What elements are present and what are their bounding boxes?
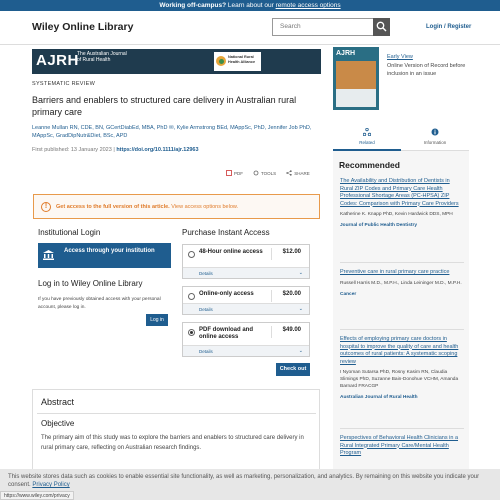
journal-cover[interactable] (333, 47, 379, 110)
journal-name: The Australian Journal of Rural Health (77, 51, 127, 63)
first-published-date: 13 January 2023 (70, 147, 112, 153)
cookie-banner (0, 469, 500, 500)
recommended-journal[interactable]: Journal of Public Health Dentistry (340, 223, 418, 228)
share-icon (286, 170, 292, 176)
doi-link[interactable]: https://doi.org/10.1111/ajr.12963 (116, 147, 199, 153)
access-alert-bold: Get access to the full version of this article. (56, 204, 170, 210)
remote-access-bar (0, 0, 500, 11)
publication-info: First published: 13 January 2023 | https://doi.org/10.1111/ajr.12963 (32, 147, 199, 153)
tools-button[interactable] (253, 170, 276, 176)
alert-icon: ! (41, 202, 51, 212)
site-logo[interactable]: Wiley Online Library (32, 21, 134, 33)
purchase-title: Purchase Instant Access (182, 228, 270, 237)
option-name: Online-only access (199, 291, 254, 297)
option-details[interactable] (183, 345, 309, 356)
chevron-down-icon: ⌄ (298, 270, 303, 276)
recommended-item (340, 269, 464, 297)
info-icon (431, 128, 439, 136)
abstract-title: Abstract (41, 397, 75, 407)
access-alert (33, 194, 320, 219)
option-price: $49.00 (282, 327, 301, 333)
article-tools (226, 170, 310, 176)
journal-abbreviation: AJRH (36, 52, 79, 69)
option-price: $12.00 (282, 249, 301, 255)
recommended-item (340, 336, 464, 400)
option-price: $20.00 (282, 291, 301, 297)
tab-information[interactable] (401, 123, 469, 151)
wol-login-title: Log in to Wiley Online Library (38, 279, 143, 288)
recommended-item (340, 178, 464, 228)
journal-banner[interactable] (32, 49, 321, 74)
share-label: SHARE (294, 170, 310, 176)
partner-logo (214, 52, 261, 71)
related-icon (363, 128, 371, 136)
checkout-button[interactable]: Check out (276, 363, 310, 376)
share-button[interactable] (286, 170, 310, 176)
option-name: PDF download and online access (199, 327, 253, 340)
radio-online[interactable] (188, 293, 195, 300)
recommended-link[interactable]: Perspectives of Behavioral Health Clinicians in a Rural Integrated Primary Care/Mental Health Program (340, 435, 459, 456)
search-button[interactable] (373, 18, 390, 36)
first-published-label: First published: (32, 147, 71, 153)
recommended-link[interactable]: Preventive care in rural primary care practice (340, 269, 450, 275)
search-input[interactable] (272, 18, 390, 36)
sidebar-tabs (333, 123, 469, 151)
search-icon (376, 21, 387, 32)
option-details[interactable] (183, 303, 309, 314)
details-label: Details (199, 349, 213, 354)
radio-pdf[interactable] (188, 329, 195, 336)
radio-48h[interactable] (188, 251, 195, 258)
pdf-label: PDF (234, 170, 243, 176)
recommended-panel (333, 151, 469, 500)
author-list[interactable]: Leanne Mullan RN, CDE, BN, GCertDiabEd, MBA, PhD ✉, Kylie Armstrong BEd, MAppSc, PhD, Jennifer Job PhD, MAppSc, GradDipNutr&Diet, BSc, APD (32, 125, 312, 139)
pdf-button[interactable] (226, 170, 243, 176)
recommended-title: Recommended (339, 160, 400, 170)
view-access-options-link[interactable]: View access options below. (169, 204, 239, 210)
cover-abbreviation: AJRH (336, 50, 356, 57)
access-alert-text (56, 204, 238, 210)
recommended-authors: I Nyoman Sutarsa PhD, Rosny Kasim RN, Claudia Slimings PhD, Suzanne Bain-Donohue VCHM, Amanda Barnard FRACGP (340, 370, 459, 389)
details-label: Details (199, 271, 213, 276)
cookie-text (8, 473, 488, 489)
chevron-down-icon: ⌄ (298, 306, 303, 312)
remote-access-text: Learn about our (226, 2, 276, 9)
option-details[interactable] (183, 267, 309, 278)
option-name: 48-Hour online access (199, 249, 263, 255)
wol-login-text: If you have previously obtained access with your personal account, please log in. (38, 297, 161, 310)
recommended-authors: Russell Harris M.D., M.P.H., Linda Leininger M.D., M.P.H. (340, 280, 462, 286)
partner-name: National Rural Health Alliance (228, 55, 256, 64)
purchase-option-pdf[interactable] (182, 322, 310, 357)
search-placeholder: Search (280, 23, 301, 30)
tab-information-label: Information (423, 140, 447, 145)
objective-title: Objective (41, 419, 75, 428)
details-label: Details (199, 307, 213, 312)
recommended-link[interactable]: The Availability and Distribution of Dentists in Rural ZIP Codes and Primary Care Health Professional Shortage Areas (PC-HPSA) ZIP Codes: Comparison with Primary Care Providers (340, 178, 459, 207)
privacy-policy-link[interactable]: Privacy Policy (32, 482, 70, 488)
tools-icon (253, 170, 259, 176)
recommended-link[interactable]: Effects of employing primary care doctors in hospital to improve the quality of care and health outcomes of rural patients: A systematic scoping review (340, 336, 459, 365)
log-in-button[interactable]: Log in (146, 314, 168, 326)
recommended-journal[interactable]: Australian Journal of Rural Health (340, 395, 418, 400)
objective-text: The primary aim of this study was to explore the barriers and enablers to structured care delivery in rural primary care, reflecting on Australian research findings. (41, 435, 304, 451)
login-register-link[interactable]: Login / Register (426, 24, 472, 30)
site-header (0, 11, 500, 45)
pdf-icon (226, 170, 232, 176)
institution-icon (43, 250, 54, 260)
purchase-option-48h[interactable] (182, 244, 310, 279)
remote-access-link[interactable]: remote access options (275, 2, 341, 9)
early-view-link[interactable]: Early View (387, 54, 413, 60)
institution-access-button[interactable] (38, 243, 171, 268)
tools-label: TOOLS (261, 170, 277, 176)
tab-related-label: Related (359, 140, 375, 145)
article-title: Barriers and enablers to structured care delivery in Australian rural primary care (32, 95, 297, 117)
recommended-item (340, 435, 464, 458)
early-view-description: Online Version of Record before inclusion in an issue (387, 63, 466, 77)
recommended-journal[interactable]: Cancer (340, 291, 357, 297)
tab-related[interactable] (333, 123, 401, 151)
access-panel (32, 222, 320, 384)
abstract-section (32, 389, 320, 469)
recommended-authors: Katherine K. Knapp PhD, Kevin Hardwick DDS, MPH (340, 212, 453, 217)
chevron-down-icon: ⌄ (298, 348, 303, 354)
remote-access-lead: Working off-campus? (159, 2, 227, 9)
browser-status-url: https://www.wiley.com/privacy (0, 491, 74, 500)
article-type: SYSTEMATIC REVIEW (32, 81, 96, 87)
institution-access-label: Access through your institution (64, 248, 155, 254)
institutional-login-title: Institutional Login (38, 228, 101, 237)
purchase-option-online[interactable] (182, 286, 310, 315)
cookie-message: This website stores data such as cookies to enable essential site functionality, as well as marketing, personalization, and analytics. By remaining on this website you indicate your consent. (8, 474, 480, 488)
